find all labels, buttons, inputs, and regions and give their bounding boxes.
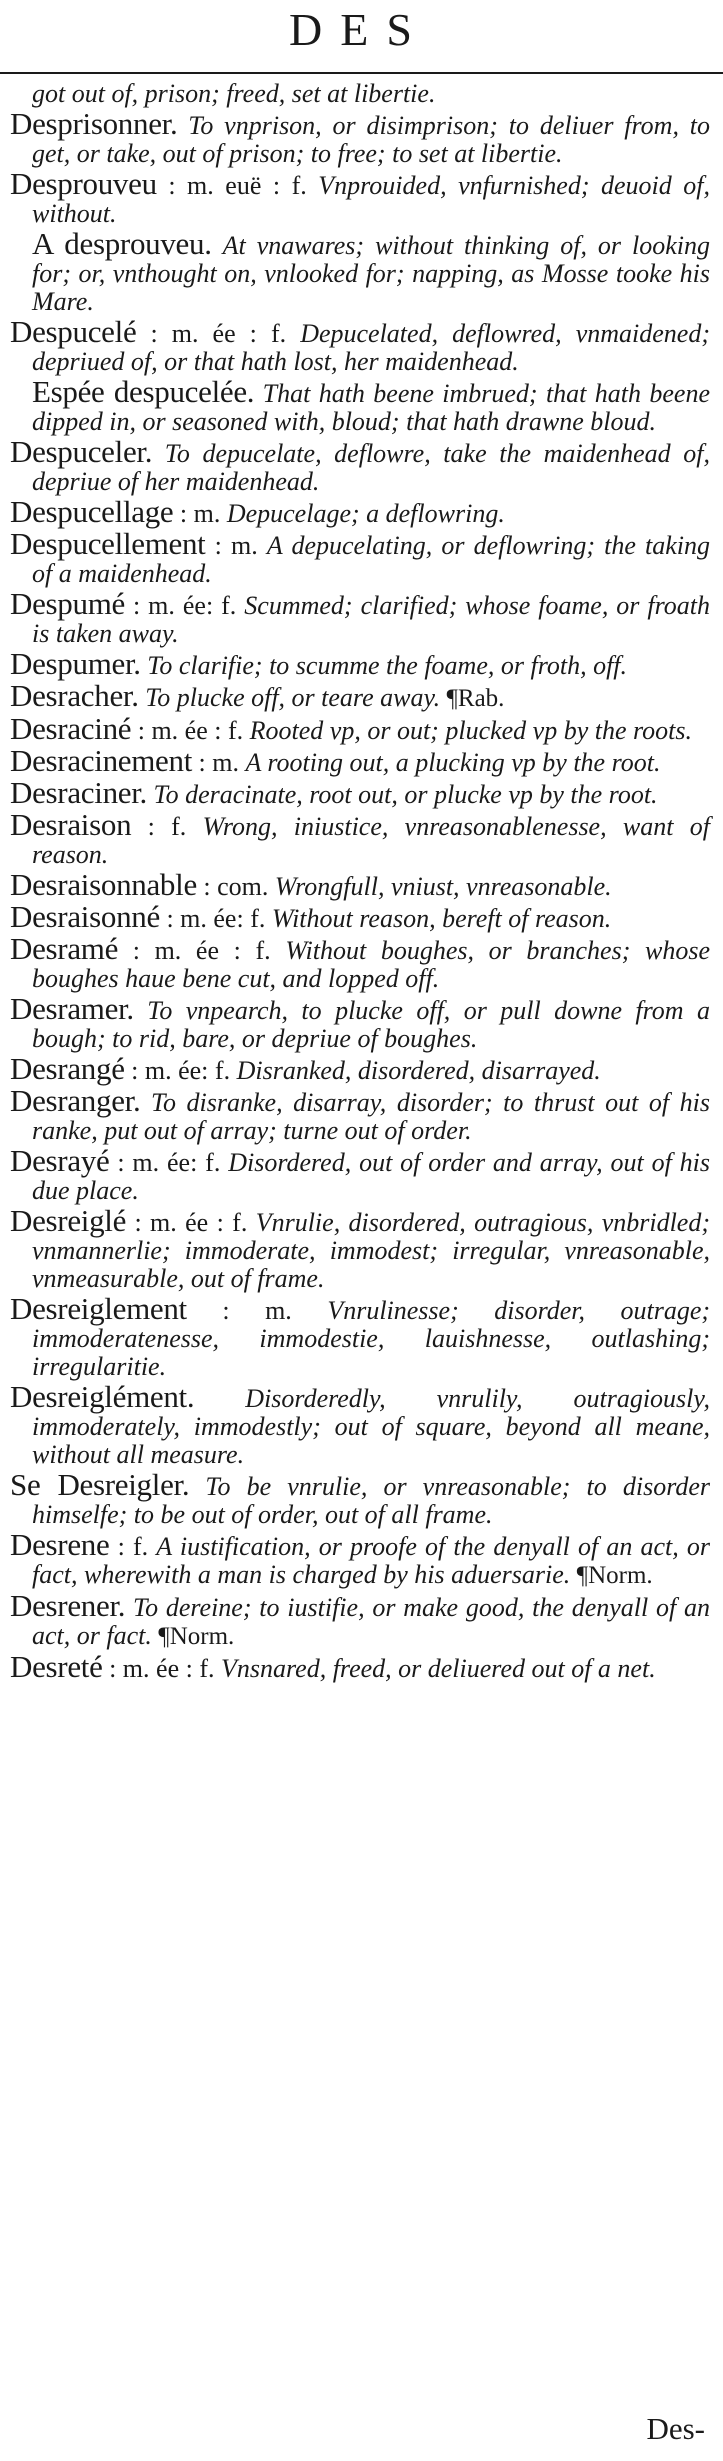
dictionary-entry [10,226,711,316]
grammar-note: : m. [214,531,258,560]
grammar-note: : m. ée : f. [137,716,244,745]
dictionary-entry [10,775,710,810]
dictionary-entry [10,314,710,376]
headword: Desreté [10,1649,103,1684]
headword: Desraciné [10,711,132,746]
grammar-note: : m. ée : f. [109,1654,215,1683]
definition: A rooting out, a plucking vp by the root. [245,748,661,777]
dictionary-entry [10,743,710,778]
headword: Desrener. [10,1588,126,1623]
dictionary-entry [10,1051,710,1086]
definition: Wrong, iniustice, vnreasonablenesse, want of reason. [32,812,710,869]
dictionary-entry [10,1527,711,1590]
definition: To vnprison, or disimprison; to deliuer from, to get, or take, out of prison; to free; to set at libertie. [32,111,711,168]
dictionary-entry [10,434,710,496]
definition: Vnrulinesse; disorder, outrage; immoderatenesse, immodestie, lauishnesse, outlashing; irregularitie. [32,1296,711,1381]
header-rule [0,72,723,74]
dictionary-entry [10,867,710,902]
definition: To plucke off, or teare away. [145,683,441,712]
dictionary-entry [10,106,711,168]
dictionary-entry [10,1203,711,1293]
headword: Desrangé [10,1051,125,1086]
grammar-note: : m. [222,1296,292,1325]
headword: Espée despucelée. [32,374,255,409]
grammar-note: : m. ée: f. [131,1056,231,1085]
headword: Despumer. [10,646,141,681]
headword: Despucellage [10,494,174,529]
grammar-note: : m. ée : f. [150,319,287,348]
headword: A desprouveu. [32,226,212,261]
headword: Desreiglément. [10,1379,195,1414]
headword: Desprouveu [10,166,157,201]
definition: Without boughes, or branches; whose boughes haue bene cut, and lopped off. [32,936,710,993]
headword: Se Desreigler. [10,1467,190,1502]
dictionary-entry [10,807,710,869]
headword: Desramer. [10,991,134,1026]
grammar-note: : f. [147,812,187,841]
definition: Vnprouided, vnfurnished; deuoid of, without. [32,171,710,228]
source-note: ¶Norm. [158,1623,235,1650]
grammar-note: : m. [198,748,239,777]
definition: Depucelated, deflowred, vnmaidened; depriued of, or that hath lost, her maidenhead. [32,319,710,376]
definition: To disranke, disarray, disorder; to thrust out of his ranke, put out of array; turne out of order. [32,1088,710,1145]
headword: Desrayé [10,1143,110,1178]
headword: Desprisonner. [10,106,178,141]
dictionary-entry [10,991,710,1053]
definition: To clarifie; to scumme the foame, or froth, off. [147,651,628,680]
grammar-note: : m. ée: f. [117,1148,221,1177]
dictionary-entry [10,1143,711,1205]
definition: To dereine; to iustifie, or make good, the denyall of an act, or fact. [32,1593,711,1650]
entry-list [10,80,710,1685]
headword: Despucelé [10,314,137,349]
definition: Scummed; clarified; whose foame, or froath is taken away. [32,591,710,648]
dictionary-entry [10,711,710,746]
dictionary-entry [10,678,710,713]
source-note: ¶Norm. [576,1562,653,1589]
dictionary-entry [10,646,710,681]
definition: Disorderedly, vnrulily, outragiously, immoderately, immodestly; out of square, beyond all meane, without all measure. [32,1384,711,1469]
headword: Desramé [10,931,119,966]
definition: To deracinate, root out, or plucke vp by the root. [153,780,658,809]
grammar-note: : m. ée : f. [134,1208,248,1237]
headword: Desreiglé [10,1203,127,1238]
grammar-note: : m. ée: f. [132,591,237,620]
dictionary-entry [10,1379,711,1469]
dictionary-entry [10,899,710,934]
headword: Despucellement [10,526,206,561]
definition: Vnsnared, freed, or deliuered out of a net. [221,1654,656,1683]
definition: A iustification, or proofe of the denyall of an act, or fact, wherewith a man is charged by his aduersarie. [32,1532,711,1589]
definition: At vnawares; without thinking of, or looking for; or, vnthought on, vnlooked for; napping, as Mosse tooke his Mare. [32,231,711,316]
grammar-note: : m. ée : f. [132,936,271,965]
headword: Desrene [10,1527,110,1562]
definition: That hath beene imbrued; that hath beene dipped in, or seasoned with, bloud; that hath drawne bloud. [32,379,710,436]
headword: Desranger. [10,1083,141,1118]
dictionary-entry [10,1467,711,1529]
grammar-note: : m. ée: f. [166,904,266,933]
headword: Desracinement [10,743,193,778]
dictionary-entry [10,374,710,436]
headword: Despumé [10,586,125,621]
headword: Desracher. [10,678,139,713]
definition: Depucelage; a deflowring. [226,499,505,528]
source-note: ¶Rab. [446,685,505,712]
definition: Rooted vp, or out; plucked vp by the roots. [249,716,693,745]
definition: To depucelate, deflowre, take the maidenhead of, depriue of her maidenhead. [32,439,710,496]
dictionary-entry [10,1083,710,1145]
dictionary-entry [10,1291,711,1381]
running-head: DES [289,4,430,55]
headword: Desraisonnable [10,867,197,902]
definition: Disordered, out of order and array, out of his due place. [32,1148,711,1205]
headword: Desraciner. [10,775,147,810]
dictionary-entry [10,494,710,529]
grammar-note: : f. [117,1532,149,1561]
dictionary-entry [10,80,710,108]
headword: Desraison [10,807,132,842]
definition: got out of, prison; freed, set at libertie. [32,79,436,108]
grammar-note: : m. euë : f. [168,171,307,200]
headword: Desreiglement [10,1291,187,1326]
definition: Wrongfull, vniust, vnreasonable. [274,872,612,901]
definition: A depucelating, or deflowring; the taking of a maidenhead. [32,531,711,588]
definition: Vnrulie, disordered, outragious, vnbridled; vnmannerlie; immoderate, immodest; irregular, vnreasonable, vnmeasurable, out of frame. [32,1208,711,1293]
dictionary-entry [10,526,711,588]
dictionary-entry [10,1588,711,1651]
grammar-note: : m. [179,499,221,528]
dictionary-entry [10,586,710,648]
definition: Without reason, bereft of reason. [271,904,612,933]
headword: Despuceler. [10,434,153,469]
definition: Disranked, disordered, disarrayed. [236,1056,601,1085]
definition: To vnpearch, to plucke off, or pull downe from a bough; to rid, bare, or depriue of boughes. [32,996,710,1053]
dictionary-entry [10,931,710,993]
definition: To be vnrulie, or vnreasonable; to disorder himselfe; to be out of order, out of all frame. [32,1472,711,1529]
dictionary-entry [10,1649,710,1684]
headword: Desraisonné [10,899,160,934]
catchword: Des- [646,2411,705,2446]
grammar-note: : com. [203,872,269,901]
dictionary-entry [10,166,710,228]
